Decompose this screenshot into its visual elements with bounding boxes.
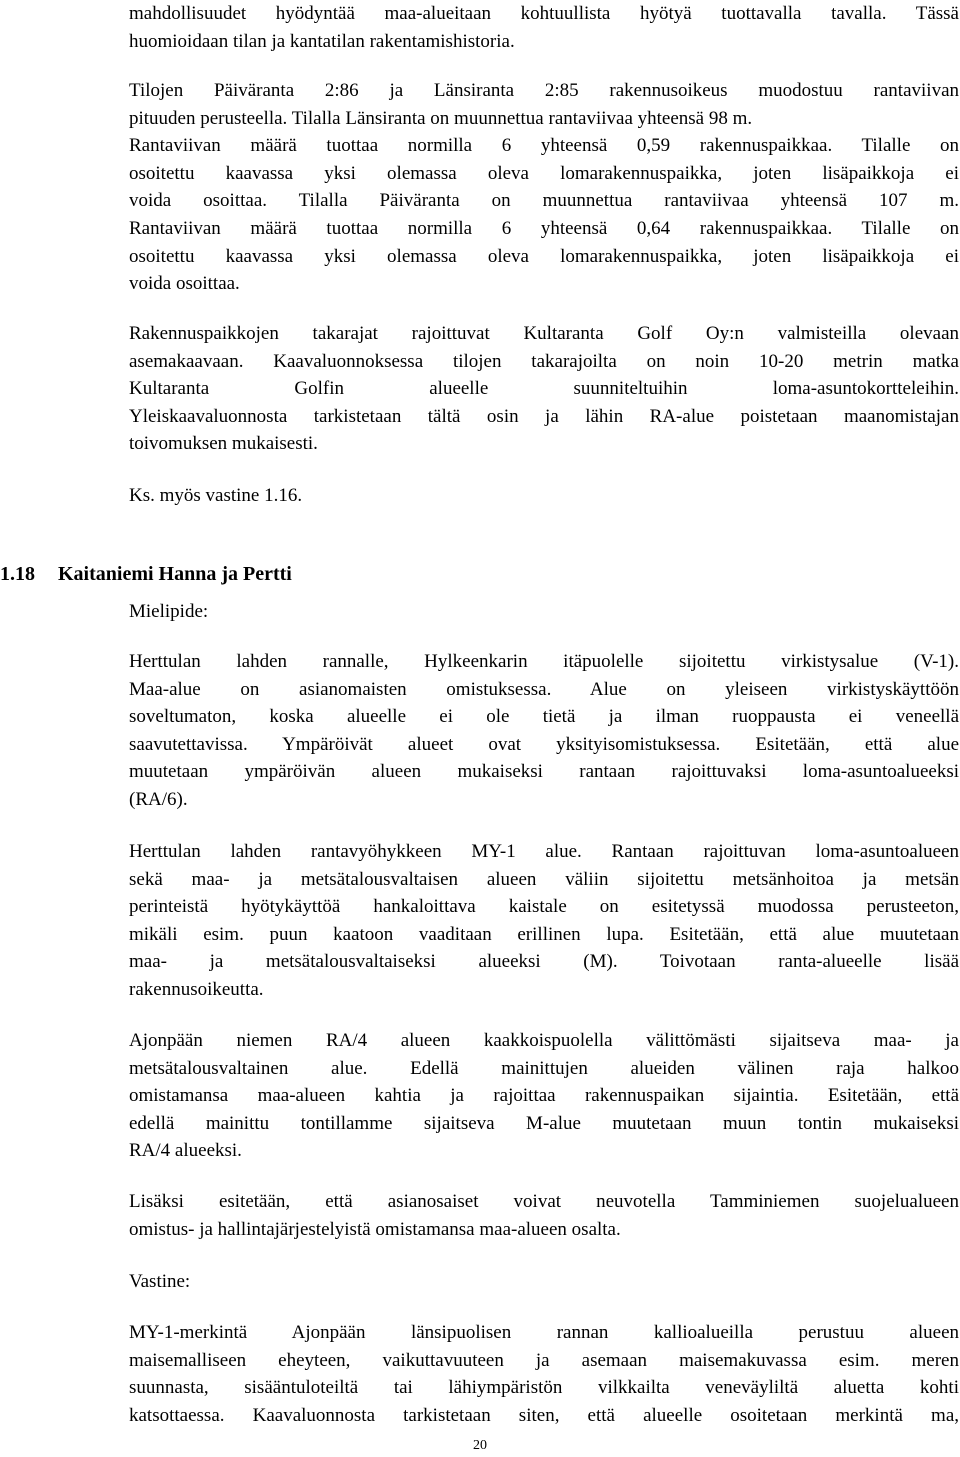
section-title: Kaitaniemi Hanna ja Pertti — [58, 563, 292, 585]
text-line: soveltumaton, koska alueelle ei ole tietä ja ilman ruoppausta ei veneellä — [129, 706, 959, 728]
paragraph-2 — [129, 77, 959, 298]
paragraph-3 — [129, 320, 959, 458]
paragraph-7 — [129, 838, 959, 1004]
text-line: muutetaan ympäröivän alueen mukaiseksi rantaan rajoittuvaksi loma-asuntoalueeksi — [129, 761, 959, 783]
text-line: omistus- ja hallintajärjestelyistä omistamansa maa-alueen osalta. — [129, 1218, 621, 1240]
paragraph-10 — [129, 1268, 959, 1296]
text-line: katsottaessa. Kaavaluonnosta tarkistetaan siten, että alueelle osoitetaan merkintä ma, — [129, 1404, 959, 1426]
text-line: osoitettu kaavassa yksi olemassa oleva lomarakennuspaikka, joten lisäpaikkoja ei — [129, 162, 959, 184]
text-line: Kultaranta Golfin alueelle suunniteltuihin loma-asuntokortteleihin. — [129, 378, 959, 400]
text-line: osoitettu kaavassa yksi olemassa oleva lomarakennuspaikka, joten lisäpaikkoja ei — [129, 245, 959, 267]
text-line: Ajonpään niemen RA/4 alueen kaakkoispuolella välittömästi sijaitseva maa- ja — [129, 1030, 959, 1051]
paragraph-6 — [129, 648, 959, 814]
text-line: Tilojen Päiväranta 2:86 ja Länsiranta 2:85 rakennusoikeus muodostuu rantaviivan — [129, 80, 959, 101]
text-line: maa- ja metsätalousvaltaiseksi alueeksi (M). Toivotaan ranta-alueelle lisää — [129, 951, 959, 973]
text-line: Rantaviivan määrä tuottaa normilla 6 yhteensä 0,64 rakennuspaikkaa. Tilalle on — [129, 217, 959, 239]
text-line: Mielipide: — [129, 601, 209, 622]
text-line: perinteistä hyötykäyttöä hankaloittava kaistale on esitetyssä muodossa perusteeton, — [129, 896, 959, 918]
text-line: voida osoittaa. Tilalla Päiväranta on muunnettua rantaviivaa yhteensä 107 m. — [129, 190, 959, 212]
text-line: maisemalliseen eheyteen, vaikuttavuuteen ja asemaan maisemakuvassa esim. meren — [129, 1349, 959, 1371]
text-line: Herttulan lahden rantavyöhykkeen MY-1 alue. Rantaan rajoittuvan loma-asuntoalueen — [129, 841, 959, 862]
text-line: rakennusoikeutta. — [129, 978, 264, 1000]
section-heading — [0, 561, 292, 589]
text-line: Ks. myös vastine 1.16. — [129, 485, 303, 506]
text-line: mikäli esim. puun kaatoon vaaditaan erillinen lupa. Esitetään, että alue muutetaan — [129, 923, 959, 945]
section-number: 1.18 — [0, 563, 35, 585]
text-line: saavutettavissa. Ympäröivät alueet ovat yksityisomistuksessa. Esitetään, että alue — [129, 733, 959, 755]
text-line: Yleiskaavaluonnosta tarkistetaan tältä osin ja lähin RA-alue poistetaan maanomistajan — [129, 405, 959, 427]
text-line: asemakaavaan. Kaavaluonnoksessa tilojen takarajoilta on noin 10-20 metrin matka — [129, 350, 959, 372]
paragraph-1 — [129, 0, 959, 55]
text-line: omistamansa maa-alueen kahtia ja rajoittaa rakennuspaikan sijaintia. Esitetään, että — [129, 1085, 959, 1107]
text-line: Lisäksi esitetään, että asianosaiset voivat neuvotella Tamminiemen suojelualueen — [129, 1191, 959, 1212]
text-line: toivomuksen mukaisesti. — [129, 433, 318, 455]
paragraph-5 — [129, 598, 959, 626]
text-line: edellä mainittu tontillamme sijaitseva M-alue muutetaan muun tontin mukaiseksi — [129, 1112, 959, 1134]
text-line: sekä maa- ja metsätalousvaltaisen alueen väliin sijoitettu metsänhoitoa ja metsän — [129, 868, 959, 890]
paragraph-8 — [129, 1027, 959, 1165]
paragraph-11 — [129, 1319, 959, 1429]
text-line: mahdollisuudet hyödyntää maa-alueitaan kohtuullista hyötyä tuottavalla tavalla. Tässä — [129, 3, 959, 24]
text-line: Herttulan lahden rannalle, Hylkeenkarin itäpuolelle sijoitettu virkistysalue (V-1). — [129, 651, 959, 672]
text-line: metsätalousvaltainen alue. Edellä mainittujen alueiden välinen raja halkoo — [129, 1057, 959, 1079]
text-line: Rantaviivan määrä tuottaa normilla 6 yhteensä 0,59 rakennuspaikkaa. Tilalle on — [129, 135, 959, 157]
text-line: voida osoittaa. — [129, 273, 240, 295]
paragraph-9 — [129, 1188, 959, 1243]
page-number: 20 — [473, 1438, 487, 1453]
text-line: RA/4 alueeksi. — [129, 1140, 242, 1162]
text-line: Rakennuspaikkojen takarajat rajoittuvat Kultaranta Golf Oy:n valmisteilla olevaan — [129, 323, 959, 344]
text-line: pituuden perusteella. Tilalla Länsiranta on muunnettua rantaviivaa yhteensä 98 m. — [129, 107, 753, 129]
text-line: Maa-alue on asianomaisten omistuksessa. Alue on yleiseen virkistyskäyttöön — [129, 678, 959, 700]
text-line: Vastine: — [129, 1271, 191, 1292]
text-line: MY-1-merkintä Ajonpään länsipuolisen rannan kallioalueilla perustuu alueen — [129, 1322, 959, 1343]
text-line: (RA/6). — [129, 788, 188, 810]
text-line: suunnasta, sisääntuloteiltä tai lähiympäristön vilkkailta veneväyliltä aluetta kohti — [129, 1377, 959, 1399]
paragraph-4 — [129, 482, 959, 510]
text-line: huomioidaan tilan ja kantatilan rakentamishistoria. — [129, 30, 515, 52]
